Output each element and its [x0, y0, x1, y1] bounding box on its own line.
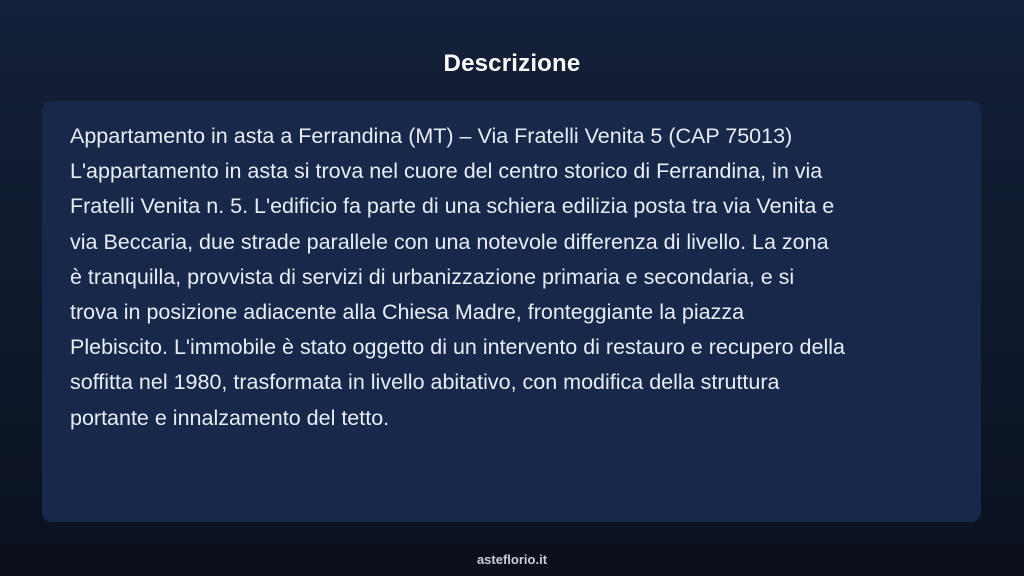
description-card — [42, 101, 981, 522]
page-title: Descrizione — [443, 50, 581, 77]
description-text: Appartamento in asta a Ferrandina (MT) – Via Fratelli Venita 5 (CAP 75013) L'appartamento in asta si trova nel cuore del centro storico di Ferrandina, in via Fratelli Venita n. 5. L'edificio fa parte di una schiera edilizia posta tra via Venita e via Beccaria, due strade parallele con una notevole differenza di livello. La zona è tranquilla, provvista di servizi di urbanizzazione primaria e secondaria, e si trova in posizione adiacente alla Chiesa Madre, fronteggiante la piazza Plebiscito. L'immobile è stato oggetto di un intervento di restauro e recupero della soffitta nel 1980, trasformata in livello abitativo, con modifica della struttura portante e innalzamento del tetto. — [70, 124, 845, 430]
footer-site-label: asteflorio.it — [476, 552, 548, 567]
footer-bar — [0, 544, 1024, 576]
